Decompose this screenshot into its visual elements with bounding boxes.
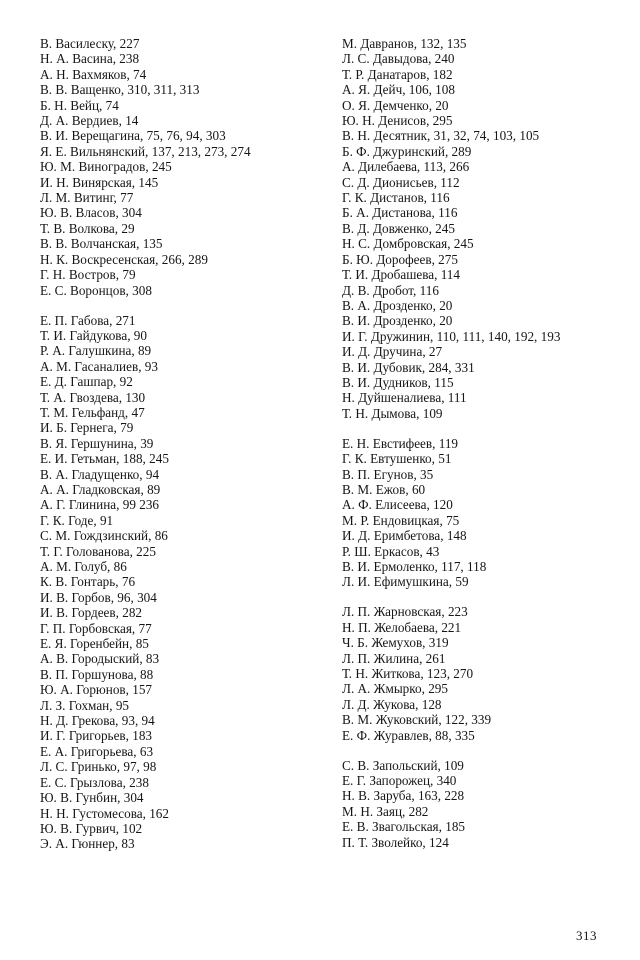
index-entry: В. Н. Десятник, 31, 32, 74, 103, 105 xyxy=(342,128,540,144)
index-entry: Т. Г. Голованова, 225 xyxy=(40,543,156,559)
index-entry: К. В. Гонтарь, 76 xyxy=(40,574,136,590)
index-entry: Г. К. Годе, 91 xyxy=(40,512,114,528)
index-entry: И. Д. Дручина, 27 xyxy=(342,344,443,360)
index-entry: Т. В. Волкова, 29 xyxy=(40,220,135,236)
index-entry: Т. Р. Данатаров, 182 xyxy=(342,66,453,82)
index-entry: Е. С. Грызлова, 238 xyxy=(40,774,149,790)
index-entry: Ю. М. Виноградов, 245 xyxy=(40,159,172,175)
group-gap xyxy=(40,298,310,313)
index-entry: В. И. Ермоленко, 117, 118 xyxy=(342,559,487,574)
index-entry: Л. С. Гринько, 97, 98 xyxy=(40,759,157,775)
index-entry: Е. Н. Евстифеев, 119 xyxy=(342,435,459,451)
index-entry: В. Я. Гершунина, 39 xyxy=(40,435,154,451)
index-entry: П. Т. Зволейко, 124 xyxy=(342,834,449,850)
index-entry: В. А. Гладущенко, 94 xyxy=(40,466,160,482)
index-entry: В. П. Горшунова, 88 xyxy=(40,666,154,682)
group-gap xyxy=(342,421,612,436)
index-entry: Н. К. Воскресенская, 266, 289 xyxy=(40,251,208,267)
index-entry: А. Н. Вахмяков, 74 xyxy=(40,66,147,82)
index-entry: Н. В. Заруба, 163, 228 xyxy=(342,788,465,804)
index-entry: И. Б. Гернега, 79 xyxy=(40,420,134,436)
index-entry: Е. И. Гетьман, 188, 245 xyxy=(40,451,169,467)
index-entry: А. М. Гасаналиев, 93 xyxy=(40,358,158,374)
index-entry: Е. А. Григорьева, 63 xyxy=(40,743,154,759)
index-entry: Н. Д. Грекова, 93, 94 xyxy=(40,713,155,729)
index-entry: В. И. Дрозденко, 20 xyxy=(342,313,453,329)
index-entry: Ю. А. Горюнов, 157 xyxy=(40,682,153,698)
index-entry: В. М. Ежов, 60 xyxy=(342,481,426,497)
index-entry: В. И. Верещагина, 75, 76, 94, 303 xyxy=(40,128,226,144)
index-entry: С. М. Гождзинский, 86 xyxy=(40,528,168,544)
index-entry: В. Д. Довженко, 245 xyxy=(342,220,455,236)
index-entry: Я. Е. Вильнянский, 137, 213, 273, 274 xyxy=(40,143,251,159)
index-entry: Н. Н. Густомесова, 162 xyxy=(40,805,169,821)
index-entry: В. И. Дудников, 115 xyxy=(342,374,454,390)
index-entry: А. М. Голуб, 86 xyxy=(40,559,127,574)
index-entry: Д. В. Дробот, 116 xyxy=(342,282,439,298)
index-entry: Т. Н. Житкова, 123, 270 xyxy=(342,666,474,682)
index-entry: Л. С. Давыдова, 240 xyxy=(342,51,455,67)
index-entry: Н. А. Васина, 238 xyxy=(40,51,140,67)
index-entry: О. Я. Демченко, 20 xyxy=(342,97,449,113)
index-entry: Ю. В. Гурвич, 102 xyxy=(40,820,143,836)
index-entry: Л. Д. Жукова, 128 xyxy=(342,696,442,712)
index-entry: Е. В. Звагольская, 185 xyxy=(342,819,466,835)
index-entry: В. Василеску, 227 xyxy=(40,36,140,51)
index-entry: Г. К. Евтушенко, 51 xyxy=(342,451,452,467)
index-entry: Н. С. Домбровская, 245 xyxy=(342,236,474,252)
index-entry: М. Р. Ендовицкая, 75 xyxy=(342,512,460,528)
index-entry: В. В. Волчанская, 135 xyxy=(40,236,163,252)
group-gap xyxy=(342,590,612,605)
index-entry: А. Ф. Елисеева, 120 xyxy=(342,497,453,513)
index-entry: А. Я. Дейч, 106, 108 xyxy=(342,82,455,98)
index-entry: Е. Г. Запорожец, 340 xyxy=(342,773,457,789)
index-entry: А. В. Городыский, 83 xyxy=(40,651,160,667)
index-entry: Е. Я. Горенбейн, 85 xyxy=(40,636,149,652)
index-entry: Е. Ф. Журавлев, 88, 335 xyxy=(342,727,475,743)
index-entry: Е. П. Габова, 271 xyxy=(40,312,136,328)
index-entry: Л. П. Жилина, 261 xyxy=(342,650,446,666)
left-column xyxy=(40,36,310,852)
index-entry: Т. И. Дробашева, 114 xyxy=(342,267,460,283)
index-entry: И. Г. Григорьев, 183 xyxy=(40,728,153,744)
index-entry: А. Дилебаева, 113, 266 xyxy=(342,159,470,175)
index-entry: С. Д. Дионисьев, 112 xyxy=(342,174,460,190)
index-entry: Г. П. Горбовская, 77 xyxy=(40,620,152,636)
index-entry: В. В. Ващенко, 310, 311, 313 xyxy=(40,82,200,98)
index-entry: Л. П. Жарновская, 223 xyxy=(342,604,468,620)
index-entry: Т. А. Гвоздева, 130 xyxy=(40,389,146,405)
index-entry: Л. М. Витинг, 77 xyxy=(40,190,134,206)
index-entry: И. Г. Дружинин, 110, 111, 140, 192, 193 xyxy=(342,328,561,344)
index-entry: Р. Ш. Еркасов, 43 xyxy=(342,543,440,559)
index-entry: Г. К. Дистанов, 116 xyxy=(342,190,450,206)
index-entry: Ю. В. Власов, 304 xyxy=(40,205,142,221)
index-entry: Л. И. Ефимушкина, 59 xyxy=(342,574,469,590)
index-entry: Ч. Б. Жемухов, 319 xyxy=(342,635,449,651)
index-entry: Б. Ю. Дорофеев, 275 xyxy=(342,251,458,267)
index-entry: Ю. В. Гунбин, 304 xyxy=(40,790,144,806)
index-entry: И. Д. Еримбетова, 148 xyxy=(342,528,467,544)
index-entry: В. М. Жуковский, 122, 339 xyxy=(342,712,492,728)
right-column xyxy=(342,36,612,850)
index-entry: А. А. Гладковская, 89 xyxy=(40,481,161,497)
index-entry: Т. Н. Дымова, 109 xyxy=(342,405,443,421)
index-entry: Н. Дуйшеналиева, 111 xyxy=(342,390,467,406)
group-gap xyxy=(342,743,612,758)
index-entry: В. П. Егунов, 35 xyxy=(342,466,434,482)
index-entry: В. А. Дрозденко, 20 xyxy=(342,297,453,313)
index-entry: Р. А. Галушкина, 89 xyxy=(40,343,152,359)
index-entry: Б. А. Дистанова, 116 xyxy=(342,205,458,221)
index-entry: Л. З. Гохман, 95 xyxy=(40,697,130,713)
index-entry: В. И. Дубовик, 284, 331 xyxy=(342,359,475,375)
index-entry: И. В. Горбов, 96, 304 xyxy=(40,589,157,605)
index-entry: Е. С. Воронцов, 308 xyxy=(40,282,152,298)
index-entry: Т. М. Гельфанд, 47 xyxy=(40,404,145,420)
index-entry: М. Н. Заяц, 282 xyxy=(342,803,429,819)
index-entry: Б. Ф. Джуринский, 289 xyxy=(342,143,472,159)
index-entry: Т. И. Гайдукова, 90 xyxy=(40,327,147,343)
index-entry: С. В. Запольский, 109 xyxy=(342,757,464,773)
index-entry: А. Г. Глинина, 99 236 xyxy=(40,497,160,513)
index-entry: Л. А. Жмырко, 295 xyxy=(342,681,448,697)
index-entry: Е. Д. Гашпар, 92 xyxy=(40,374,133,390)
index-entry: М. Давранов, 132, 135 xyxy=(342,36,467,51)
index-entry: Н. П. Желобаева, 221 xyxy=(342,619,462,635)
index-entry: Б. Н. Вейц, 74 xyxy=(40,97,119,113)
index-entry: И. Н. Винярская, 145 xyxy=(40,174,159,190)
index-entry: Э. А. Гюннер, 83 xyxy=(40,836,135,852)
page-number: 313 xyxy=(576,928,597,943)
index-entry: Ю. Н. Денисов, 295 xyxy=(342,113,453,129)
index-entry: Г. Н. Востров, 79 xyxy=(40,267,136,283)
index-entry: Д. А. Вердиев, 14 xyxy=(40,113,139,129)
index-entry: И. В. Гордеев, 282 xyxy=(40,605,143,621)
